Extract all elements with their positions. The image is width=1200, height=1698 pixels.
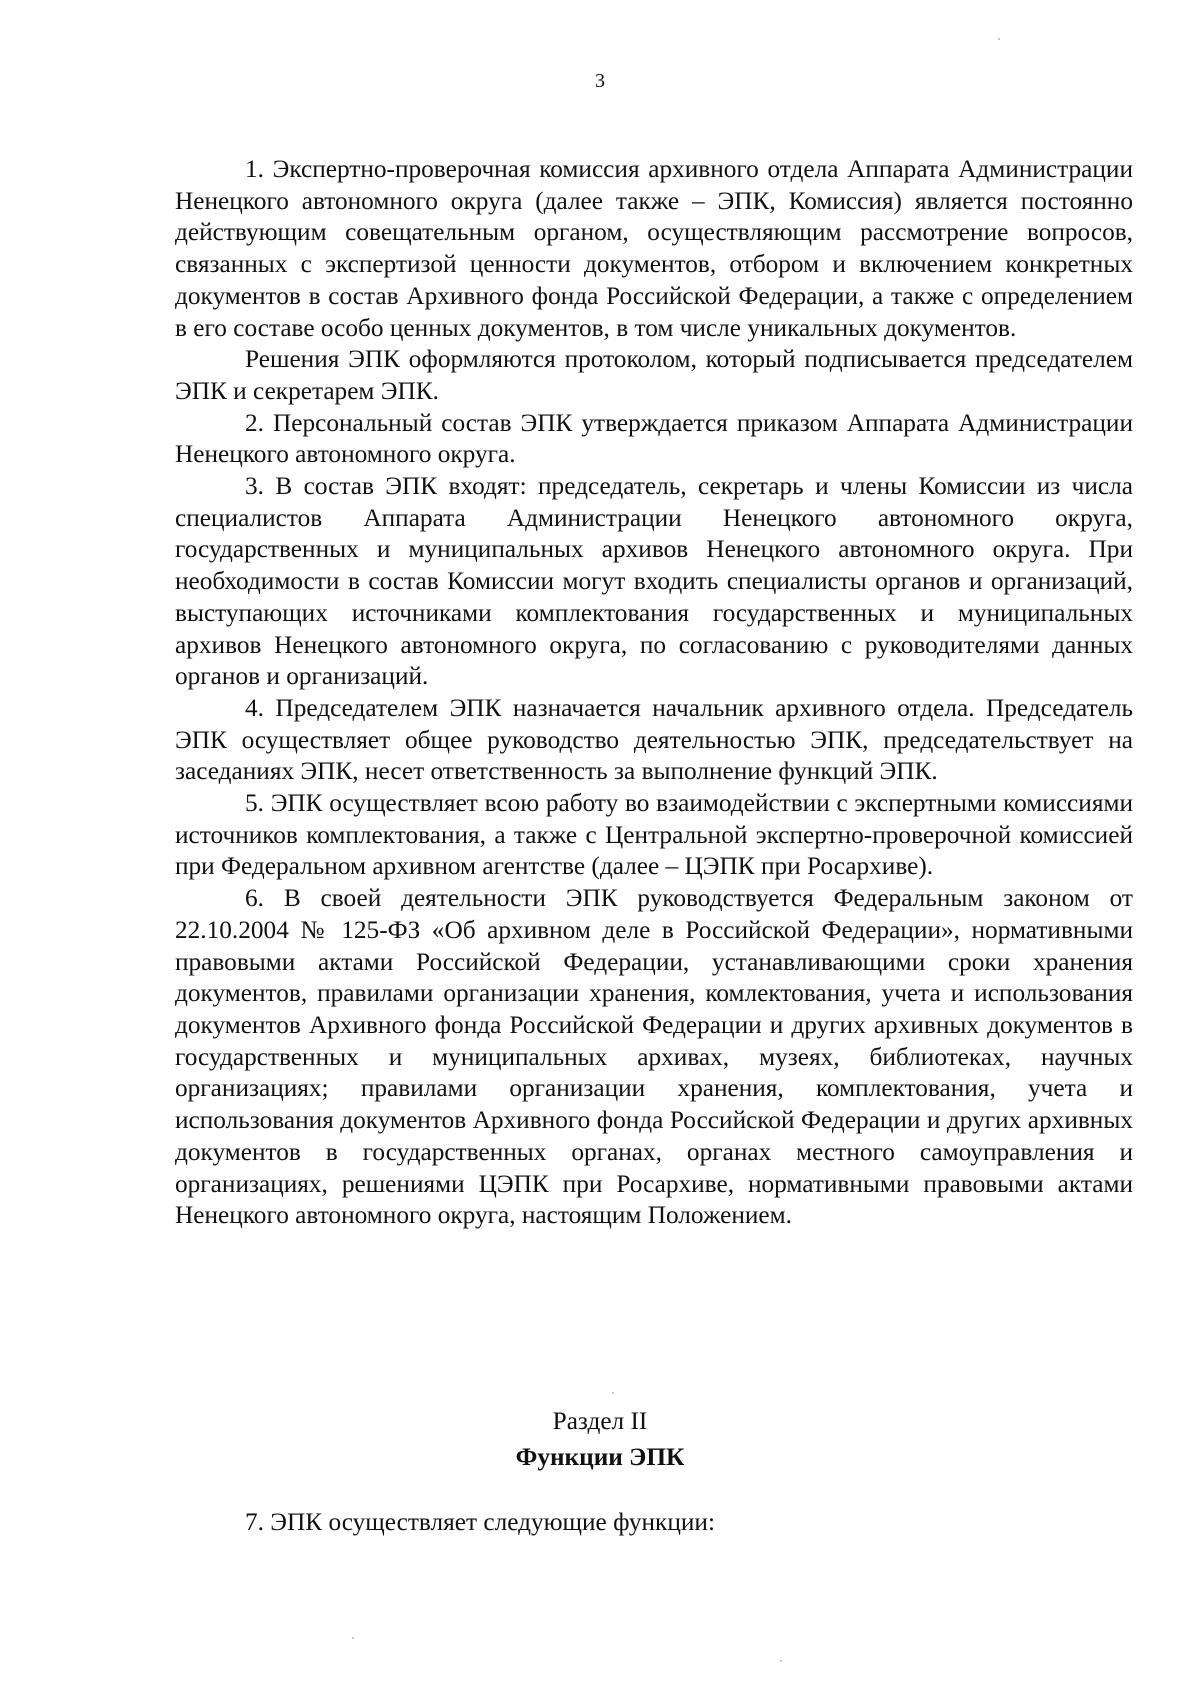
functions-intro: 7. ЭПК осуществляет следующие функции: [245,1508,715,1536]
paragraph-5: 5. ЭПК осуществляет всою работу во взаимодействии с экспертными комиссиями источников комплектования, а также с Центральной экспертно-проверочной комиссией при Федеральном архивном агентстве (далее – ЦЭПК при Росархиве). [175,789,1133,881]
page-number: 3 [595,70,605,92]
section-title: Функции ЭПК [515,1443,685,1471]
paragraph-3: 3. В состав ЭПК входят: председатель, секретарь и члены Комиссии из числа специалистов Аппарата Администрации Ненецкого автономного округа, государственных и муниципальных архивов Ненецкого автономного округа. При необходимости в состав Комиссии могут входить специалисты органов и организаций, выступающих источниками комплектования государственных и муниципальных архивов Ненецкого автономного округа, по согласованию с руководителями данных органов и организаций. [175,472,1133,691]
paragraph-1: 1. Экспертно-проверочная комиссия архивного отдела Аппарата Администрации Ненецкого автономного округа (далее также – ЭПК, Комиссия) является постоянно действующим совещательным органом, осуществляющим рассмотрение вопросов, связанных с экспертизой ценности документов, отбором и включением конкретных документов в состав Архивного фонда Российской Федерации, а также с определением в его составе особо ценных документов, в том числе уникальных документов. [175,155,1133,342]
paragraph-6: 6. В своей деятельности ЭПК руководствуется Федеральным законом от 22.10.2004 № 125-ФЗ «Об архивном деле в Российской Федерации», нормативными правовыми актами Российской Федерации, устанавливающими сроки хранения документов, правилами организации хранения, комлектования, учета и использования документов Архивного фонда Российской Федерации и других архивных документов в государственных и муниципальных архивах, музеях, библиотеках, научных организациях; правилами организации хранения, комплектования, учета и использования документов Архивного фонда Российской Федерации и других архивных документов в государственных органах, органах местного самоуправления и организациях, решениями ЦЭПК при Росархиве, нормативными правовыми актами Ненецкого автономного округа, настоящим Положением. [175,884,1133,1230]
scan-speck [998,38,1000,40]
scan-speck [352,1637,354,1639]
section-label: Раздел II [552,1407,648,1435]
scan-speck [780,1660,782,1662]
paragraph-2: 2. Персональный состав ЭПК утверждается приказом Аппарата Администрации Ненецкого автономного округа. [175,408,1133,469]
paragraph-1-decisions: Решения ЭПК оформляются протоколом, который подписывается председателем ЭПК и секретарем ЭПК. [175,345,1133,405]
scan-speck [612,1392,614,1394]
body-text [175,154,1133,1232]
paragraph-4: 4. Председателем ЭПК назначается начальник архивного отдела. Председатель ЭПК осуществляет общее руководство деятельностью ЭПК, председательствует на заседаниях ЭПК, несет ответственность за выполнение функций ЭПК. [175,693,1133,786]
